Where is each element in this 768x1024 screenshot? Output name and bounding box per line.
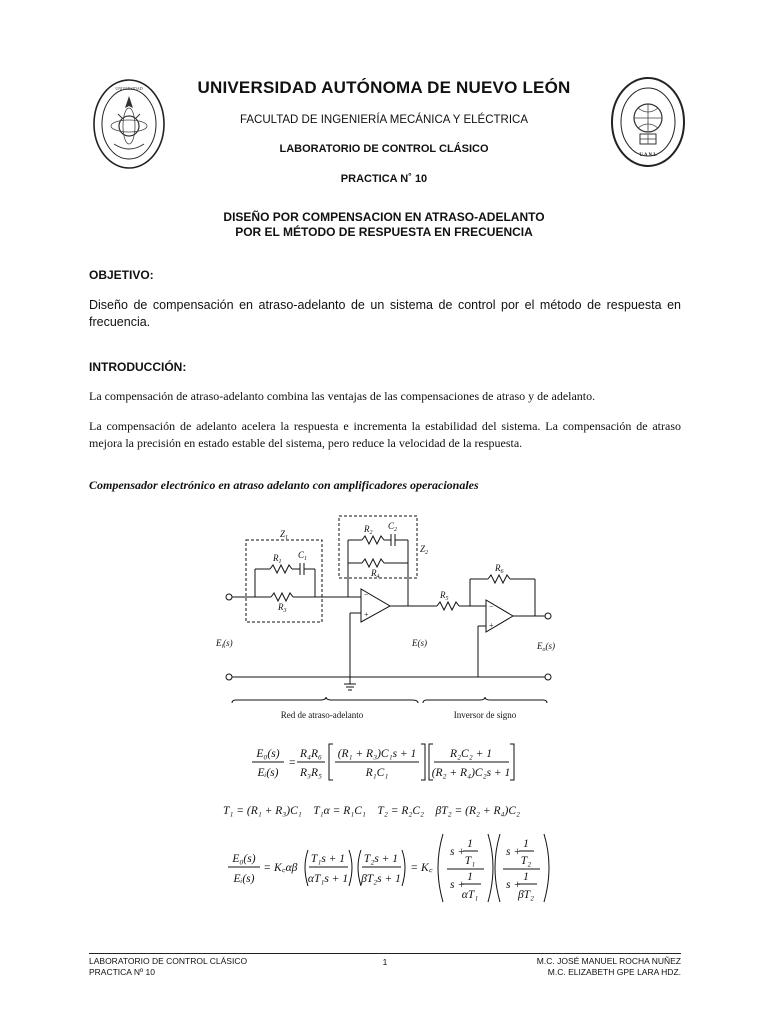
- svg-text:R₃R₅: R₃R₅: [299, 767, 323, 779]
- svg-text:s +: s +: [506, 846, 522, 858]
- label-r2: $R_2$: [364, 524, 373, 536]
- svg-text:+: +: [489, 621, 494, 630]
- svg-text:K꜀: K꜀: [421, 862, 433, 874]
- footer-divider: [89, 953, 681, 954]
- label-z2: $Z_2$: [420, 544, 429, 556]
- university-title: UNIVERSIDAD AUTÓNOMA DE NUEVO LEÓN: [197, 78, 571, 97]
- faculty-name: FACULTAD DE INGENIERÍA MECÁNICA Y ELÉCTRICA: [240, 114, 528, 126]
- svg-text:−: −: [364, 590, 369, 599]
- intro-paragraph-1: La compensación de atraso-adelanto combina las ventajas de las compensaciones de atraso y de adelanto.: [89, 389, 596, 403]
- svg-text:−: −: [489, 602, 494, 611]
- svg-text:K꜀αβ: K꜀αβ: [274, 862, 298, 874]
- input-terminal-top: [226, 594, 232, 600]
- svg-text:s +: s +: [506, 879, 522, 891]
- resistor-r6: [488, 575, 510, 583]
- op-amp-circuit-diagram: [0, 500, 768, 730]
- practice-title-line2: POR EL MÉTODO DE RESPUESTA EN FRECUENCIA: [235, 225, 533, 239]
- intro-paragraph-2: La compensación de adelanto acelera la respuesta e incrementa la estabilidad del sistema. La compensación de atraso mejora la precisión en estado estable del sistema, pero reduce la velocidad de la respuesta.: [89, 419, 681, 450]
- svg-text:s +: s +: [450, 846, 466, 858]
- label-r6: $R_6$: [495, 563, 504, 575]
- resistor-r2: [362, 536, 384, 544]
- equation-1: [252, 744, 514, 780]
- practice-title: [0, 210, 768, 240]
- svg-text:T₁: T₁: [464, 855, 476, 867]
- resistor-r1: [270, 565, 292, 573]
- svg-text:T₂: T₂: [520, 855, 532, 867]
- svg-text:Eᵢ(s): Eᵢ(s): [233, 873, 255, 885]
- output-terminal-top: [545, 613, 551, 619]
- label-r3: $R_3$: [278, 602, 287, 614]
- svg-text:1: 1: [523, 838, 529, 850]
- footer-right: [537, 956, 681, 978]
- footer-practice: PRACTICA Nº 10: [89, 967, 155, 977]
- label-c2: $C_2$: [388, 521, 398, 533]
- practice-title-line1: DISEÑO POR COMPENSACION EN ATRASO-ADELANTO: [223, 210, 545, 224]
- label-z1: $Z_1$: [280, 529, 289, 541]
- svg-text:1: 1: [467, 871, 473, 883]
- label-r4: $R_4$: [371, 568, 380, 580]
- objetivo-heading: OBJETIVO:: [89, 268, 154, 282]
- equation-2: T₁ = (R₁ + R₃)C₁ T₁α = R₁C₁ T₂ = R₂C₂ βT₂ = (R₂ + R₄)C₂: [223, 805, 521, 817]
- svg-text:βT₂s + 1: βT₂s + 1: [361, 873, 401, 885]
- label-eo: $E_o(s)$: [537, 641, 555, 653]
- circuit-title: Compensador electrónico en atraso adelanto con amplificadores operacionales: [89, 478, 479, 492]
- svg-text:=: =: [289, 757, 296, 769]
- page-number: 1: [382, 957, 388, 967]
- svg-text:E₀(s): E₀(s): [256, 748, 280, 760]
- svg-text:1: 1: [523, 871, 529, 883]
- svg-text:s +: s +: [450, 879, 466, 891]
- seal-bottom-text: U A N L: [639, 153, 657, 158]
- svg-text:αT₁s + 1: αT₁s + 1: [307, 873, 349, 885]
- resistor-r5: [437, 602, 459, 610]
- introduccion-heading: INTRODUCCIÓN:: [89, 360, 187, 374]
- z2-dashed-box: [339, 516, 417, 578]
- input-terminal-bottom: [226, 674, 232, 680]
- resistor-r4: [362, 559, 384, 567]
- brace-left: [232, 697, 418, 703]
- svg-text:=: =: [411, 862, 418, 874]
- label-ei: $E_i(s)$: [216, 638, 233, 650]
- footer-lab: LABORATORIO DE CONTROL CLÁSICO: [89, 956, 248, 966]
- svg-text:αT₁: αT₁: [461, 889, 479, 901]
- label-c1: $C_1$: [298, 550, 308, 562]
- footer-author-2: M.C. ELIZABETH GPE LARA HDZ.: [547, 967, 681, 977]
- label-r5: $R_5$: [440, 590, 449, 602]
- svg-text:T₁s + 1: T₁s + 1: [310, 853, 346, 865]
- svg-text:1: 1: [467, 838, 473, 850]
- svg-text:R₂C₂ + 1: R₂C₂ + 1: [450, 748, 492, 760]
- caption-sign-inverter: Inversor de signo: [453, 710, 517, 720]
- svg-text:R₄R₆: R₄R₆: [299, 748, 323, 760]
- svg-text:βT₂: βT₂: [517, 889, 535, 901]
- output-terminal-bottom: [545, 674, 551, 680]
- svg-text:+: +: [364, 610, 369, 619]
- svg-text:UNIVERSIDAD: UNIVERSIDAD: [115, 86, 143, 91]
- lab-name: LABORATORIO DE CONTROL CLÁSICO: [279, 143, 489, 155]
- footer-left: [89, 956, 247, 978]
- svg-text:R₁C₁: R₁C₁: [365, 767, 389, 779]
- svg-text:(R₂ + R₄)C₂s + 1: (R₂ + R₄)C₂s + 1: [431, 767, 511, 779]
- resistor-r3: [271, 593, 293, 601]
- transfer-function-equations: [0, 730, 768, 940]
- svg-text:=: =: [264, 862, 271, 874]
- equation-3: [228, 834, 549, 902]
- svg-text:E₀(s): E₀(s): [232, 853, 256, 865]
- practice-number: PRACTICA N˚ 10: [340, 173, 428, 185]
- brace-right: [423, 697, 547, 703]
- objetivo-text: Diseño de compensación en atraso-adelanto de un sistema de control por el método de respuesta en frecuencia.: [89, 298, 681, 329]
- svg-text:Eᵢ(s): Eᵢ(s): [257, 767, 279, 779]
- label-r1: $R_1$: [273, 553, 282, 565]
- svg-text:(R₁ + R₃)C₁s + 1: (R₁ + R₃)C₁s + 1: [337, 748, 417, 760]
- footer-author-1: M.C. JOSÉ MANUEL ROCHA NUÑEZ: [536, 956, 681, 966]
- svg-text:T₂s + 1: T₂s + 1: [363, 853, 399, 865]
- caption-lead-lag: Red de atraso-adelanto: [280, 710, 364, 720]
- label-es: E(s): [412, 638, 427, 648]
